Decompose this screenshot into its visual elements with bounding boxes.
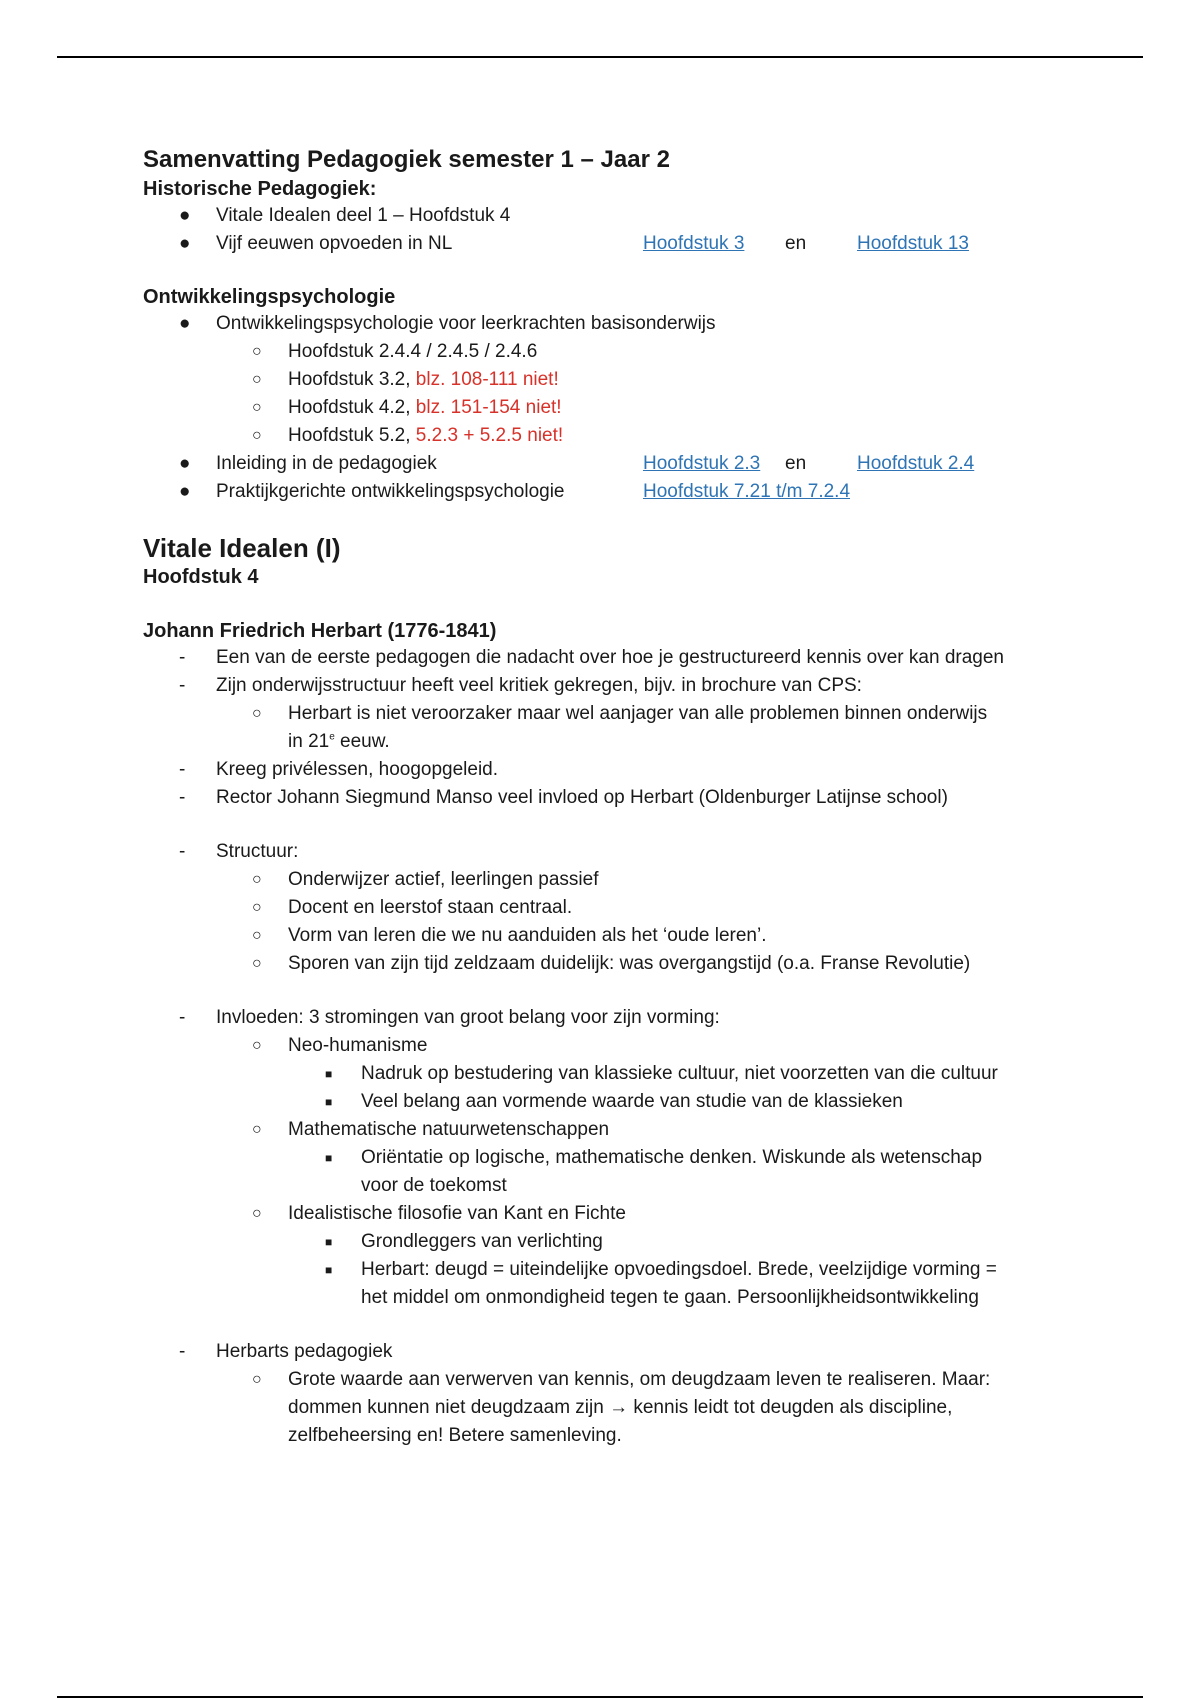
- item-text: Zijn onderwijsstructuur heeft veel kritiek gekregen, bijv. in brochure van CPS:: [216, 675, 862, 696]
- list-item: [143, 672, 1063, 700]
- item-text: Een van de eerste pedagogen die nadacht over hoe je gestructureerd kennis over kan dragen: [216, 647, 1004, 668]
- dash-bullet-icon: -: [179, 841, 186, 862]
- item-text: in 21: [288, 731, 330, 752]
- item-text: het middel om onmondigheid tegen te gaan. Persoonlijkheidsontwikkeling: [361, 1287, 979, 1308]
- circle-bullet-icon: ○: [252, 343, 262, 360]
- document-title: Samenvatting Pedagogiek semester 1 – Jaar 2: [143, 146, 670, 173]
- item-text: Hoofdstuk 2.4.4 / 2.4.5 / 2.4.6: [288, 341, 538, 362]
- item-text: Veel belang aan vormende waarde van studie van de klassieken: [361, 1091, 903, 1112]
- item-text: eeuw.: [334, 731, 390, 752]
- item-text: Kreeg privélessen, hoogopgeleid.: [216, 759, 499, 780]
- item-text: Praktijkgerichte ontwikkelingspsychologie: [216, 481, 565, 502]
- item-text: Ontwikkelingspsychologie voor leerkrachten basisonderwijs: [216, 313, 716, 334]
- item-text: Mathematische natuurwetenschappen: [288, 1119, 610, 1140]
- list-item: [143, 700, 1063, 728]
- square-bullet-icon: ■: [325, 1151, 333, 1165]
- list-item: [143, 310, 1063, 338]
- item-text: dommen kunnen niet deugdzaam zijn → kennis leidt tot deugden als discipline,: [288, 1397, 953, 1418]
- heading-herbart: Johann Friedrich Herbart (1776-1841): [143, 620, 497, 642]
- dash-bullet-icon: -: [179, 1007, 186, 1028]
- list-item: [143, 450, 1063, 478]
- list-item-continuation: [143, 728, 1063, 756]
- item-text: Herbart: deugd = uiteindelijke opvoedingsdoel. Brede, veelzijdige vorming =: [361, 1259, 997, 1280]
- circle-bullet-icon: ○: [252, 927, 262, 944]
- square-bullet-icon: ■: [325, 1235, 333, 1249]
- bullet-icon: ●: [179, 453, 191, 474]
- item-text: Grondleggers van verlichting: [361, 1231, 603, 1252]
- list-item: [143, 1228, 1063, 1256]
- footer-rule: [57, 1696, 1143, 1698]
- square-bullet-icon: ■: [325, 1067, 333, 1081]
- bullet-icon: ●: [179, 205, 191, 226]
- list-item-continuation: [143, 1284, 1063, 1312]
- dash-bullet-icon: -: [179, 1341, 186, 1362]
- item-text: Invloeden: 3 stromingen van groot belang voor zijn vorming:: [216, 1007, 720, 1028]
- exclusion-note: 5.2.3 + 5.2.5 niet!: [415, 425, 564, 446]
- item-text: zelfbeheersing en! Betere samenleving.: [288, 1425, 622, 1446]
- item-text: Hoofdstuk 4.2,: [288, 397, 416, 418]
- list-item: [143, 1004, 1063, 1032]
- list-item: [143, 1200, 1063, 1228]
- list-item: [143, 1338, 1063, 1366]
- item-text: Vijf eeuwen opvoeden in NL: [216, 233, 453, 254]
- dash-bullet-icon: -: [179, 787, 186, 808]
- list-item: [143, 950, 1063, 978]
- list-item: [143, 838, 1063, 866]
- list-item: [143, 894, 1063, 922]
- list-item: [143, 422, 1063, 450]
- item-text: Vitale Idealen deel 1 – Hoofdstuk 4: [216, 205, 511, 226]
- item-text: Structuur:: [216, 841, 299, 862]
- list-item: [143, 230, 1063, 258]
- list-item: [143, 1088, 1063, 1116]
- header-rule: [57, 56, 1143, 58]
- list-item: [143, 394, 1063, 422]
- square-bullet-icon: ■: [325, 1263, 333, 1277]
- item-text: Herbart is niet veroorzaker maar wel aanjager van alle problemen binnen onderwijs: [288, 703, 988, 724]
- list-item: [143, 1144, 1063, 1172]
- bullet-icon: ●: [179, 481, 191, 502]
- list-item: [143, 1256, 1063, 1284]
- heading-vitale-idealen: Vitale Idealen (I): [143, 533, 341, 563]
- list-item: [143, 1116, 1063, 1144]
- dash-bullet-icon: -: [179, 675, 186, 696]
- link-hoofdstuk-13[interactable]: Hoofdstuk 13: [857, 233, 969, 254]
- dash-bullet-icon: -: [179, 647, 186, 668]
- heading-ontwikkeling: Ontwikkelingspsychologie: [143, 286, 396, 308]
- list-item: [143, 478, 1063, 506]
- list-item: [143, 1032, 1063, 1060]
- link-hoofdstuk-3[interactable]: Hoofdstuk 3: [643, 233, 745, 254]
- list-item-continuation: [143, 1172, 1063, 1200]
- superscript: e: [329, 731, 335, 743]
- circle-bullet-icon: ○: [252, 1121, 262, 1138]
- list-item: [143, 784, 1063, 812]
- item-text: Grote waarde aan verwerven van kennis, om deugdzaam leven te realiseren. Maar:: [288, 1369, 991, 1390]
- item-text: Oriëntatie op logische, mathematische denken. Wiskunde als wetenschap: [361, 1147, 983, 1168]
- circle-bullet-icon: ○: [252, 899, 262, 916]
- exclusion-note: blz. 108-111 niet!: [415, 369, 559, 390]
- item-text: Rector Johann Siegmund Manso veel invloed op Herbart (Oldenburger Latijnse school): [216, 787, 948, 808]
- item-text: voor de toekomst: [361, 1175, 507, 1196]
- list-item-continuation: [143, 1394, 1063, 1422]
- item-text: Hoofdstuk 5.2,: [288, 425, 416, 446]
- bullet-icon: ●: [179, 233, 191, 254]
- list-item: [143, 1060, 1063, 1088]
- circle-bullet-icon: ○: [252, 371, 262, 388]
- circle-bullet-icon: ○: [252, 1205, 262, 1222]
- link-hoofdstuk-2-3[interactable]: Hoofdstuk 2.3: [643, 453, 761, 474]
- list-item: [143, 1366, 1063, 1394]
- list-item: [143, 202, 1063, 230]
- circle-bullet-icon: ○: [252, 1371, 262, 1388]
- circle-bullet-icon: ○: [252, 399, 262, 416]
- circle-bullet-icon: ○: [252, 1037, 262, 1054]
- item-text: Sporen van zijn tijd zeldzaam duidelijk: was overgangstijd (o.a. Franse Revolutie): [288, 953, 971, 974]
- link-hoofdstuk-2-4[interactable]: Hoofdstuk 2.4: [857, 453, 975, 474]
- item-text: Hoofdstuk 3.2,: [288, 369, 416, 390]
- item-text: Idealistische filosofie van Kant en Fichte: [288, 1203, 626, 1224]
- connector-text: en: [785, 233, 807, 254]
- list-item: [143, 366, 1063, 394]
- exclusion-note: blz. 151-154 niet!: [415, 397, 562, 418]
- list-item: [143, 756, 1063, 784]
- heading-historisch: Historische Pedagogiek:: [143, 178, 377, 200]
- circle-bullet-icon: ○: [252, 705, 262, 722]
- dash-bullet-icon: -: [179, 759, 186, 780]
- list-item-continuation: [143, 1422, 1063, 1450]
- document-body: [143, 144, 1063, 1450]
- item-text: Inleiding in de pedagogiek: [216, 453, 437, 474]
- item-text: Herbarts pedagogiek: [216, 1341, 393, 1362]
- list-item: [143, 866, 1063, 894]
- connector-text: en: [785, 453, 807, 474]
- item-text: Onderwijzer actief, leerlingen passief: [288, 869, 599, 890]
- item-text: Vorm van leren die we nu aanduiden als het ‘oude leren’.: [288, 925, 767, 946]
- link-hoofdstuk-7[interactable]: Hoofdstuk 7.21 t/m 7.2.4: [643, 481, 851, 502]
- circle-bullet-icon: ○: [252, 871, 262, 888]
- square-bullet-icon: ■: [325, 1095, 333, 1109]
- item-text: Nadruk op bestudering van klassieke cultuur, niet voorzetten van die cultuur: [361, 1063, 998, 1084]
- list-item: [143, 644, 1063, 672]
- item-text: Docent en leerstof staan centraal.: [288, 897, 573, 918]
- circle-bullet-icon: ○: [252, 427, 262, 444]
- bullet-icon: ●: [179, 313, 191, 334]
- list-item: [143, 338, 1063, 366]
- list-item: [143, 922, 1063, 950]
- circle-bullet-icon: ○: [252, 955, 262, 972]
- item-text: Neo-humanisme: [288, 1035, 428, 1056]
- heading-hoofdstuk-4: Hoofdstuk 4: [143, 566, 259, 588]
